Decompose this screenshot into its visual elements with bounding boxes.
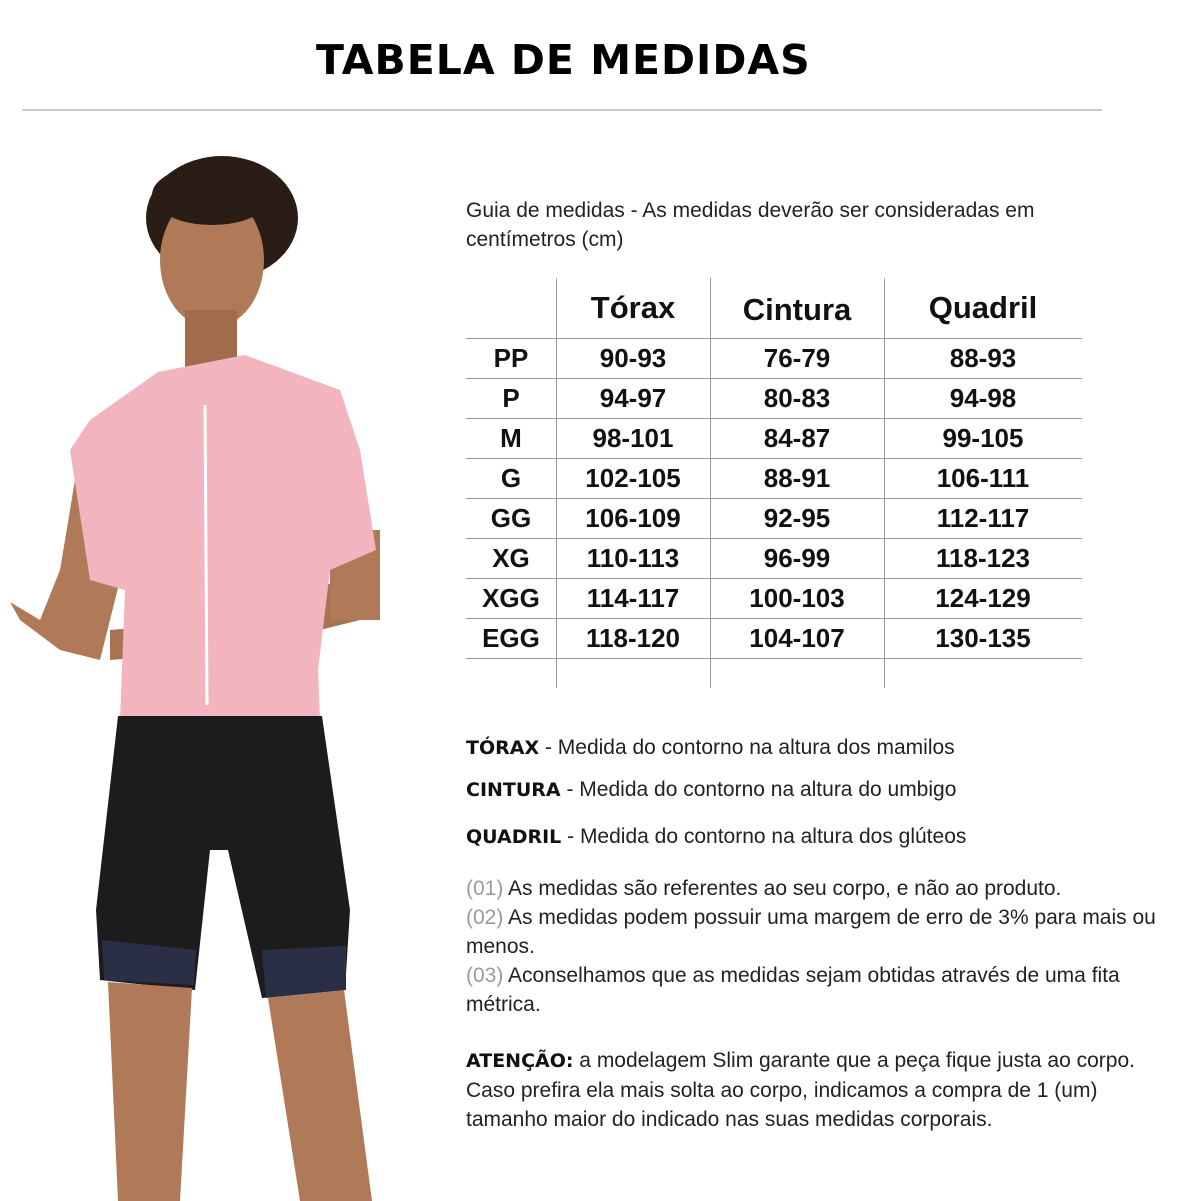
definition-text: - Medida do contorno na altura dos glúteos bbox=[561, 825, 967, 848]
model-figure bbox=[0, 150, 440, 1201]
note-item bbox=[466, 874, 1186, 903]
definition-term: TÓRAX bbox=[466, 737, 540, 759]
torax-value: 98-101 bbox=[592, 423, 674, 453]
size-label: XG bbox=[492, 543, 530, 573]
torax-value: 90-93 bbox=[599, 343, 667, 373]
cintura-value: 96-99 bbox=[763, 543, 831, 573]
note-item bbox=[466, 961, 1186, 1019]
header-quadril: Quadril bbox=[928, 290, 1038, 325]
note-number: (03) bbox=[466, 964, 504, 987]
quadril-value: 106-111 bbox=[936, 463, 1030, 493]
quadril-value: 130-135 bbox=[935, 623, 1031, 653]
note-text: Aconselhamos que as medidas sejam obtidas através de uma fita métrica. bbox=[466, 964, 1120, 1016]
torax-value: 114-117 bbox=[586, 583, 680, 613]
definition-term: QUADRIL bbox=[466, 826, 562, 848]
note-number: (02) bbox=[466, 906, 504, 929]
quadril-value: 112-117 bbox=[936, 503, 1030, 533]
note-item bbox=[466, 903, 1186, 961]
size-label: EGG bbox=[482, 623, 540, 653]
size-label: PP bbox=[493, 343, 529, 373]
title-divider bbox=[22, 109, 1102, 111]
size-label: GG bbox=[490, 503, 532, 533]
table-rule bbox=[466, 658, 1082, 659]
torax-value: 102-105 bbox=[585, 463, 681, 493]
torax-value: 106-109 bbox=[585, 503, 681, 533]
torax-value: 94-97 bbox=[599, 383, 667, 413]
note-text: As medidas podem possuir uma margem de erro de 3% para mais ou menos. bbox=[466, 906, 1156, 958]
size-label: XGG bbox=[482, 583, 540, 613]
quadril-value: 124-129 bbox=[935, 583, 1031, 613]
cintura-value: 104-107 bbox=[749, 623, 845, 653]
cintura-value: 92-95 bbox=[763, 503, 831, 533]
definition-text: - Medida do contorno na altura dos mamilos bbox=[539, 736, 955, 759]
attention-text: a modelagem Slim garante que a peça fique justa ao corpo. Caso prefira ela mais solta ao corpo, indicamos a compra de 1 (um) tamanho maior do indicado nas suas medidas corporais. bbox=[466, 1049, 1135, 1131]
cintura-value: 80-83 bbox=[763, 383, 831, 413]
definition-text: - Medida do contorno na altura do umbigo bbox=[560, 778, 957, 801]
definition-torax bbox=[466, 736, 955, 760]
attention-label: ATENÇÃO: bbox=[466, 1050, 574, 1072]
attention-note bbox=[466, 1046, 1166, 1134]
size-label: G bbox=[500, 463, 522, 493]
torax-value: 110-113 bbox=[586, 543, 680, 573]
size-table bbox=[466, 278, 1082, 688]
cintura-value: 100-103 bbox=[749, 583, 845, 613]
definition-quadril bbox=[466, 825, 966, 849]
definition-cintura bbox=[466, 778, 956, 802]
measurement-intro: Guia de medidas - As medidas deverão ser consideradas em centímetros (cm) bbox=[466, 199, 1035, 251]
definition-term: CINTURA bbox=[466, 779, 561, 801]
quadril-value: 88-93 bbox=[949, 343, 1017, 373]
header-torax: Tórax bbox=[590, 290, 676, 325]
size-label: M bbox=[500, 423, 522, 453]
torax-value: 118-120 bbox=[586, 623, 680, 653]
size-label: P bbox=[502, 383, 520, 413]
quadril-value: 118-123 bbox=[936, 543, 1030, 573]
header-cintura: Cintura bbox=[742, 292, 852, 327]
quadril-value: 94-98 bbox=[949, 383, 1017, 413]
cintura-value: 88-91 bbox=[763, 463, 831, 493]
note-text: As medidas são referentes ao seu corpo, e não ao produto. bbox=[503, 877, 1062, 900]
cintura-value: 84-87 bbox=[763, 423, 831, 453]
quadril-value: 99-105 bbox=[942, 423, 1024, 453]
page-title: TABELA DE MEDIDAS bbox=[316, 36, 811, 84]
note-number: (01) bbox=[466, 877, 504, 900]
cintura-value: 76-79 bbox=[763, 343, 831, 373]
notes-list bbox=[466, 874, 1186, 1019]
